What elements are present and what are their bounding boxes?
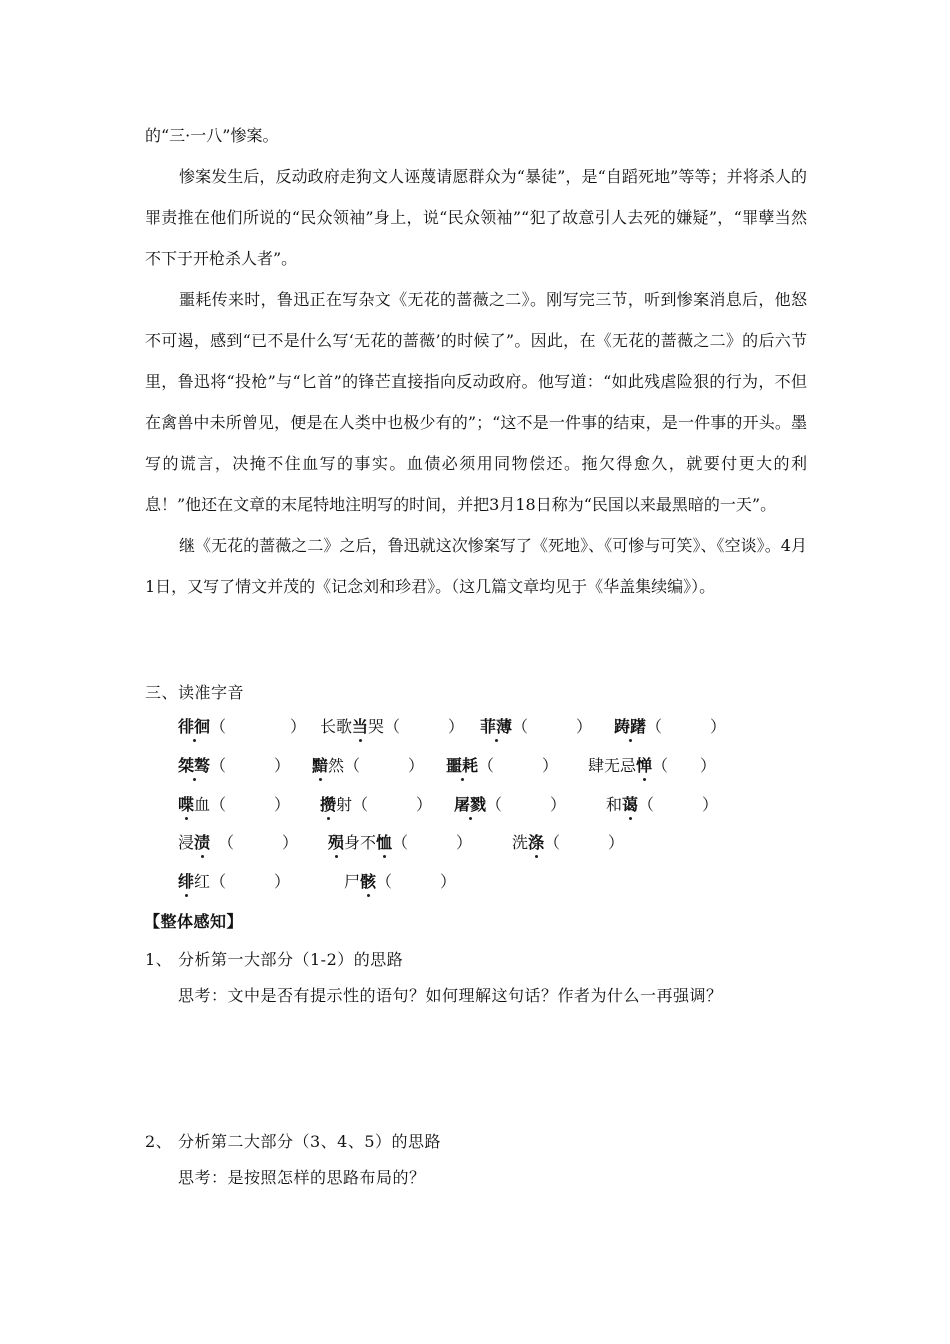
article-text — [145, 115, 807, 607]
answer-blank[interactable]: （ ） — [376, 872, 457, 891]
answer-blank[interactable]: （ ） — [512, 717, 593, 736]
answer-blank[interactable]: （ ） — [210, 795, 291, 814]
word-item: 和蔼（ ） — [606, 795, 719, 814]
word-item: 桀骜（ ） — [178, 756, 291, 775]
word-item: 黯然（ ） — [312, 756, 425, 775]
answer-blank[interactable]: （ ） — [210, 717, 307, 736]
question-2-think: 思考：是按照怎样的思路布局的？ — [178, 1168, 426, 1187]
word-item: 屠戮（ ） — [454, 795, 567, 814]
question-2-title: 分析第二大部分（3、4、5）的思路 — [178, 1132, 442, 1151]
paragraph-3: 继《无花的蔷薇之二》之后，鲁迅就这次惨案写了《死地》、《可惨与可笑》、《空谈》。4月1日，又写了情文并茂的《记念刘和珍君》。（这几篇文章均见于《华盖集续编》）。 — [145, 536, 807, 596]
word-item: 菲薄（ ） — [480, 717, 593, 736]
answer-blank[interactable]: （ ） — [384, 717, 465, 736]
question-1-number: 1、 — [145, 950, 173, 969]
paragraph-1: 惨案发生后，反动政府走狗文人诬蔑请愿群众为“暴徒”，是“自蹈死地”等等；并将杀人的罪责推在他们所说的“民众领袖”身上，说“民众领袖”“犯了故意引人去死的嫌疑”，“罪孽当然不下于开枪杀人者”。 — [145, 167, 807, 268]
word-item: 尸骸（ ） — [344, 872, 457, 891]
paragraph-0: 的“三·一八”惨案。 — [145, 126, 279, 145]
answer-blank[interactable]: （ ） — [210, 872, 291, 891]
answer-blank[interactable]: （ ） — [478, 756, 559, 775]
answer-blank[interactable]: （ ） — [392, 833, 473, 852]
word-item: 肆无忌惮（ ） — [588, 756, 717, 775]
word-item: 长歌当哭（ ） — [320, 717, 465, 736]
answer-blank[interactable]: （ ） — [486, 795, 567, 814]
word-item: 殒身不恤（ ） — [328, 833, 473, 852]
answer-blank[interactable]: （ ） — [210, 756, 291, 775]
word-item: 浸渍 （ ） — [178, 833, 299, 852]
paragraph-2: 噩耗传来时，鲁迅正在写杂文《无花的蔷薇之二》。刚写完三节，听到惨案消息后，他怒不可遏，感到“已不是什么写‘无花的蔷薇’的时候了”。因此，在《无花的蔷薇之二》的后六节里，鲁迅将“投枪”与“匕首”的锋芒直接指向反动政府。他写道：“如此残虐险狠的行为，不但在禽兽中未所曾见，便是在人类中也极少有的”；“这不是一件事的结束，是一件事的开头。墨写的谎言，决掩不住血写的事实。血债必须用同物偿还。拖欠得愈久，就要付更大的利息！”他还在文章的末尾特地注明写的时间，并把3月18日称为“民国以来最黑暗的一天”。 — [145, 290, 807, 514]
word-item: 洗涤（ ） — [512, 833, 625, 852]
answer-blank[interactable]: （ ） — [352, 795, 433, 814]
answer-blank[interactable]: （ ） — [652, 756, 717, 775]
answer-blank[interactable]: （ ） — [218, 833, 299, 852]
question-1-think: 思考：文中是否有提示性的语句？如何理解这句话？作者为什么一再强调？ — [178, 986, 723, 1005]
answer-blank[interactable]: （ ） — [544, 833, 625, 852]
section-title-overall: 【整体感知】 — [144, 912, 244, 931]
question-2-number: 2、 — [145, 1132, 173, 1151]
word-item: 绯红（ ） — [178, 872, 291, 891]
answer-blank[interactable]: （ ） — [638, 795, 719, 814]
question-1-title: 分析第一大部分（1-2）的思路 — [178, 950, 404, 969]
word-item: 噩耗（ ） — [446, 756, 559, 775]
answer-blank[interactable]: （ ） — [646, 717, 727, 736]
word-item: 徘徊（ ） — [178, 717, 307, 736]
word-item: 踌躇（ ） — [614, 717, 727, 736]
answer-blank[interactable]: （ ） — [344, 756, 425, 775]
word-item: 攒射（ ） — [320, 795, 433, 814]
word-item: 喋血（ ） — [178, 795, 291, 814]
section-title-pronunciation: 三、读准字音 — [145, 683, 245, 702]
